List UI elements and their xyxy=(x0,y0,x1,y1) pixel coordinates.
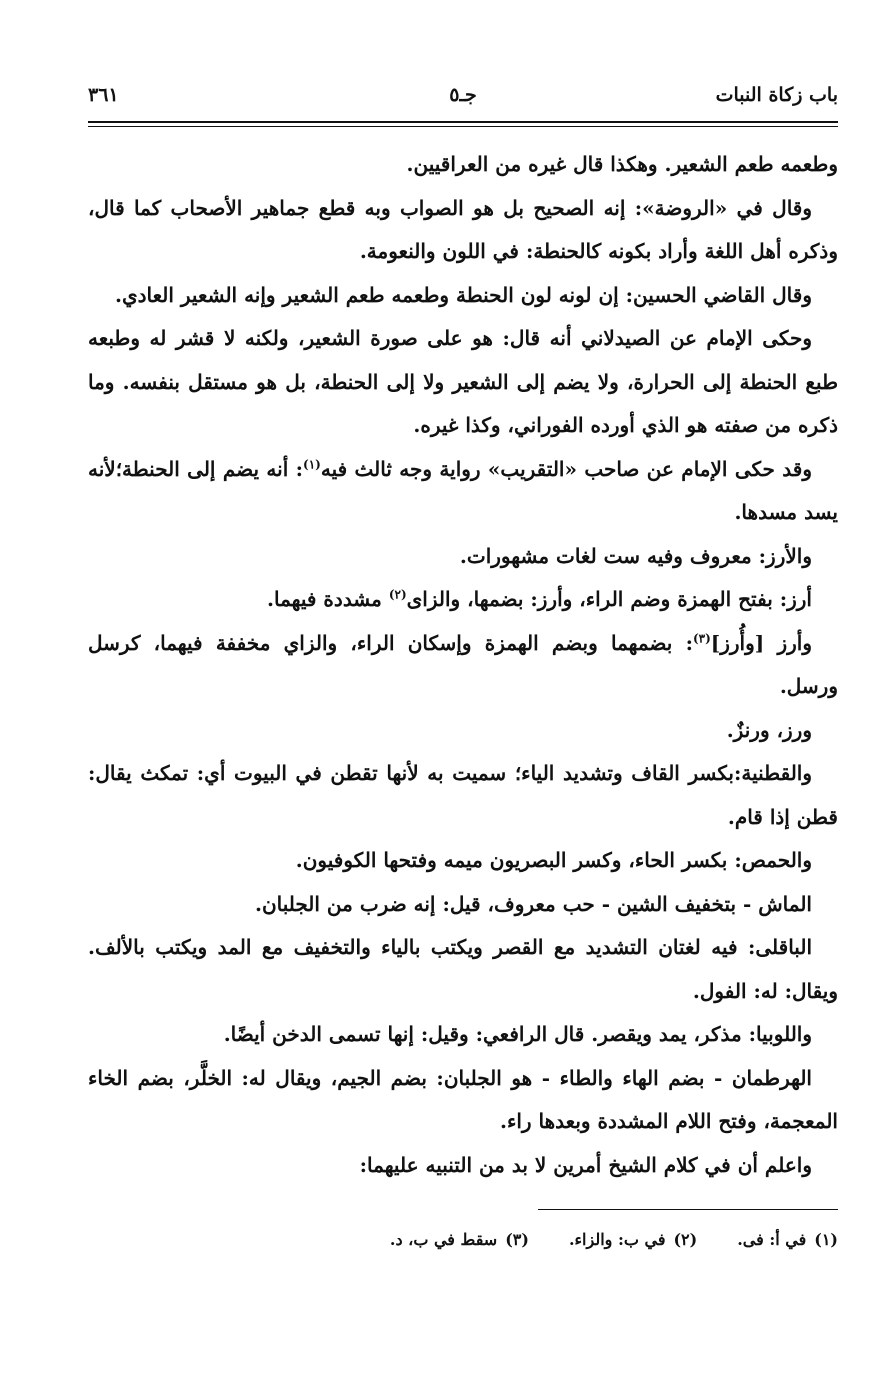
running-head xyxy=(88,84,838,112)
footnote xyxy=(390,1230,529,1249)
footnote-number: (١) xyxy=(814,1230,838,1249)
paragraph: واعلم أن في كلام الشيخ أمرين لا بد من التنبيه عليهما: xyxy=(359,1152,812,1177)
footnote-separator xyxy=(538,1209,838,1210)
paragraph-text: مشددة فيهما. xyxy=(267,587,389,611)
paragraph: والقطنية:بكسر القاف وتشديد الياء؛ سميت به لأنها تقطن في البيوت أي: تمكث يقال: قطن إذا قام. xyxy=(88,761,838,829)
footnote-text: في ب: والزاء. xyxy=(568,1230,666,1249)
page-number: ٣٦١ xyxy=(88,84,119,106)
footnote xyxy=(737,1230,838,1249)
paragraph: الماش - بتخفيف الشين - حب معروف، قيل: إنه ضرب من الجلبان. xyxy=(255,891,812,916)
paragraph: وطعمه طعم الشعير. وهكذا قال غيره من العراقيين. xyxy=(406,152,838,176)
paragraph xyxy=(88,578,838,622)
footnotes xyxy=(88,1230,838,1249)
paragraph: واللوبيا: مذكر، يمد ويقصر. قال الرافعي: وقيل: إنها تسمى الدخن أيضًا. xyxy=(223,1022,812,1046)
paragraph: الهرطمان - بضم الهاء والطاء - هو الجلبان: بضم الجيم، ويقال له: الخلَّر، بضم الخاء المعجمة، وفتح اللام المشددة وبعدها راء. xyxy=(88,1065,838,1133)
chapter-title: باب زكاة النبات xyxy=(715,84,838,106)
body-text xyxy=(88,143,838,1187)
volume-label: جـ٥ xyxy=(449,84,477,106)
book-page xyxy=(88,84,838,1324)
paragraph: وحكى الإمام عن الصيدلاني أنه قال: هو على صورة الشعير، ولكنه لا قشر له وطبعه طبع الحنطة إلى الحرارة، ولا يضم إلى الشعير ولا إلى الحنطة، بل هو مستقل بنفسه. وما ذكره من صفته هو الذي أورده الفوراني، وكذا غيره. xyxy=(88,326,838,437)
footnote-marker: (٢) xyxy=(388,587,407,602)
paragraph: والأرز: معروف وفيه ست لغات مشهورات. xyxy=(459,543,812,568)
paragraph xyxy=(88,622,838,709)
header-double-rule xyxy=(88,121,838,127)
paragraph xyxy=(88,448,838,535)
paragraph-text: أرز: بفتح الهمزة وضم الراء، وأرز: بضمها، والزاى xyxy=(406,587,812,611)
paragraph: الباقلى: فيه لغتان التشديد مع القصر ويكتب بالياء والتخفيف مع المد ويكتب بالألف. ويقال: له: الفول. xyxy=(88,935,838,1003)
paragraph: ورز، ورنزٌ. xyxy=(726,717,812,742)
paragraph: وقال القاضي الحسين: إن لونه لون الحنطة وطعمه طعم الشعير وإنه الشعير العادي. xyxy=(115,282,812,307)
footnote-text: في أ: فى. xyxy=(737,1230,807,1249)
paragraph-text: وأرز [وأُرز] xyxy=(710,630,812,655)
footnote-number: (٢) xyxy=(673,1230,698,1249)
paragraph: وقال في «الروضة»: إنه الصحيح بل هو الصواب وبه قطع جماهير الأصحاب كما قال، وذكره أهل اللغة وأراد بكونه كالحنطة: في اللون والنعومة. xyxy=(88,195,838,263)
paragraph-text: : أنه يضم إلى الحنطة؛لأنه يسد مسدها. xyxy=(88,456,838,524)
paragraph: والحمص: بكسر الحاء، وكسر البصريون ميمه وفتحها الكوفيون. xyxy=(295,848,812,872)
footnote-text: سقط في ب، د. xyxy=(389,1230,498,1249)
footnote-marker: (٣) xyxy=(692,630,711,645)
paragraph-text: وقد حكى الإمام عن صاحب «التقريب» رواية وجه ثالث فيه xyxy=(320,456,812,481)
footnote-marker: (١) xyxy=(303,456,321,471)
footnote-number: (٣) xyxy=(505,1230,529,1249)
paragraph-text: : بضمهما وبضم الهمزة وإسكان الراء، والزاي مخففة فيهما، كرسل ورسل. xyxy=(88,630,838,698)
footnote xyxy=(569,1230,697,1249)
